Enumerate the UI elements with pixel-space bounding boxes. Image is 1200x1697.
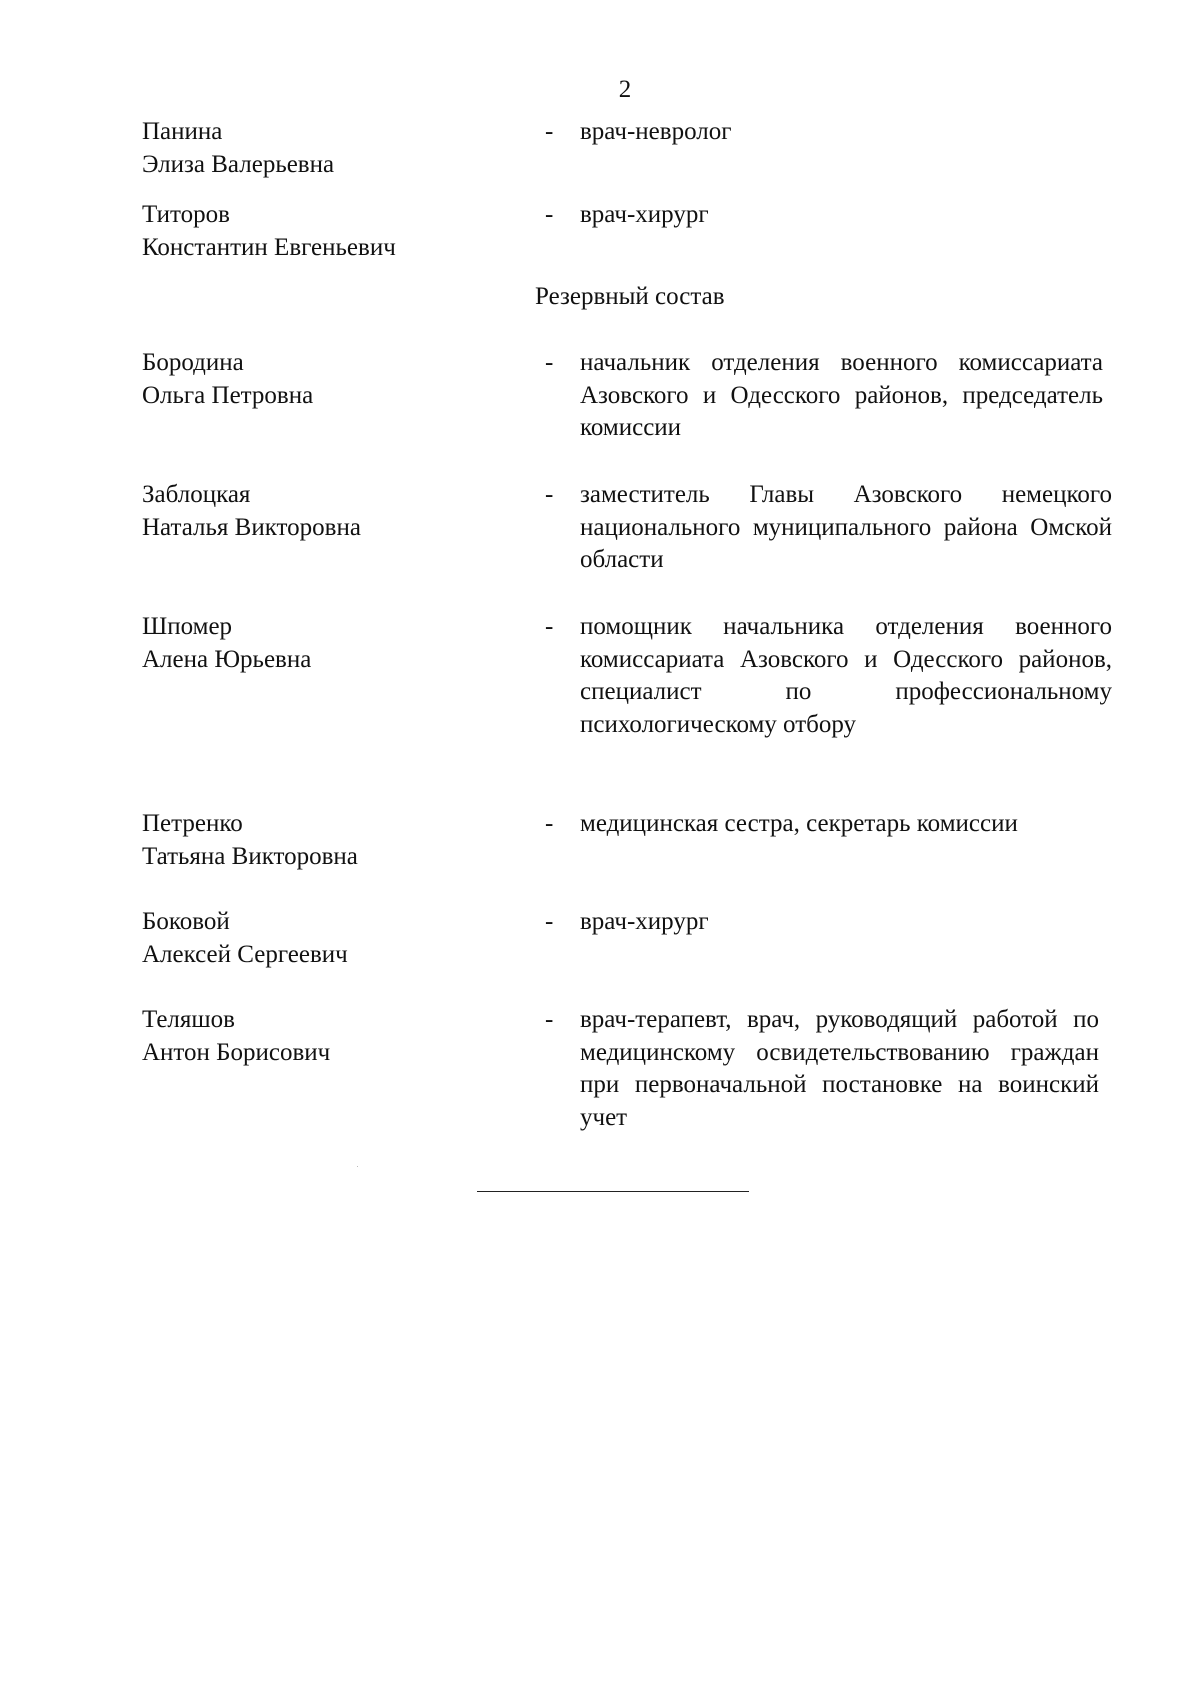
member-surname: Панина [142, 118, 223, 145]
member-name [142, 199, 542, 264]
member-dash: - [545, 349, 554, 376]
member-role: медицинская сестра, секретарь комиссии [580, 810, 1018, 837]
member-given-names: Константин Евгеньевич [142, 233, 396, 261]
member-role: врач-хирург [580, 908, 709, 935]
member-given-names: Наталья Викторовна [142, 513, 361, 541]
member-role: врач-хирург [580, 201, 709, 228]
member-surname: Боковой [142, 908, 230, 935]
member-name [142, 808, 542, 873]
member-name [142, 611, 542, 676]
member-given-names: Алексей Сергеевич [142, 940, 348, 968]
member-given-names: Алена Юрьевна [142, 645, 312, 673]
member-surname: Титоров [142, 201, 230, 228]
member-name [142, 479, 542, 544]
member-role: заместитель Главы Азовского немецкого национального муниципального района Омской области [580, 481, 1112, 573]
member-role: врач-терапевт, врач, руководящий работой по медицинскому освидетельствованию граждан при первоначальной постановке на воинский учет [580, 1006, 1099, 1131]
member-dash: - [545, 613, 554, 640]
member-given-names: Ольга Петровна [142, 381, 314, 409]
member-role: помощник начальника отделения военного комиссариата Азовского и Одесского районов, специалист по профессиональному психологическому отбору [580, 613, 1112, 738]
member-given-names: Элиза Валерьевна [142, 150, 335, 178]
member-name [142, 1004, 542, 1069]
member-name [142, 347, 542, 412]
page-number: 2 [618, 76, 632, 103]
scan-speck [357, 1166, 358, 1167]
member-surname: Шпомер [142, 613, 233, 640]
member-surname: Петренко [142, 810, 243, 837]
member-surname: Заблоцкая [142, 481, 251, 508]
reserve-section-heading: Резервный состав [535, 283, 725, 310]
member-dash: - [545, 118, 554, 145]
closing-divider-line [477, 1191, 749, 1192]
member-dash: - [545, 908, 554, 935]
member-surname: Теляшов [142, 1006, 235, 1033]
member-given-names: Антон Борисович [142, 1038, 331, 1066]
member-dash: - [545, 201, 554, 228]
member-role: начальник отделения военного комиссариата Азовского и Одесского районов, председатель комиссии [580, 349, 1103, 441]
member-name [142, 116, 542, 181]
member-dash: - [545, 810, 554, 837]
member-given-names: Татьяна Викторовна [142, 842, 358, 870]
member-role: врач-невролог [580, 118, 732, 145]
member-dash: - [545, 481, 554, 508]
member-dash: - [545, 1006, 554, 1033]
member-surname: Бородина [142, 349, 244, 376]
member-name [142, 906, 542, 971]
